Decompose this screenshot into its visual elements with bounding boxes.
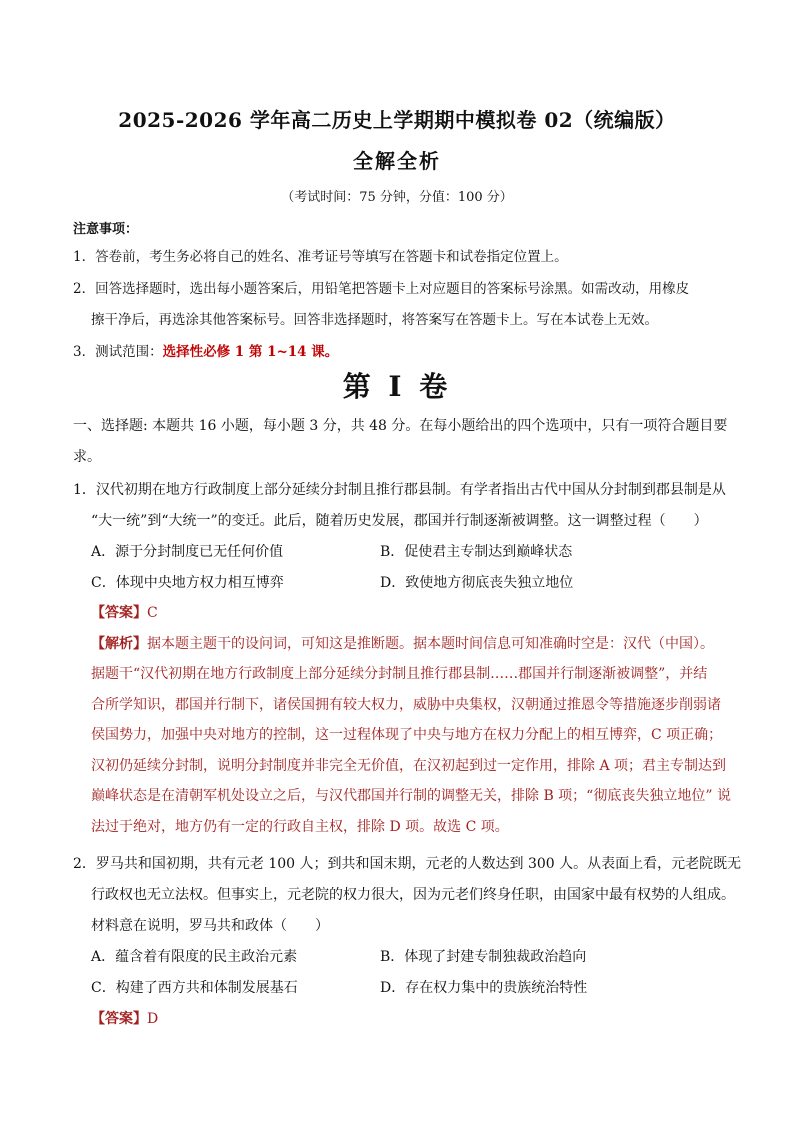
volume-heading: 第 I 卷 [342, 370, 452, 403]
question-1-option-b: B．促使君主专制达到巅峰状态 [380, 544, 573, 560]
note-item-2: 2．回答选择题时，选出每小题答案后，用铅笔把答题卡上对应题目的答案标号涂黑。如需改动，用橡皮 [73, 281, 690, 297]
question-2-option-b: B．体现了封建专制独裁政治趋向 [380, 949, 587, 965]
question-1-option-c: C．体现中央地方权力相互博弈 [91, 575, 284, 591]
question-2-stem: 2．罗马共和国初期，共有元老 100 人；到共和国末期，元老的人数达到 300 人。从表面上看，元老院既无 [73, 856, 742, 872]
answer-tag-2: 【答案】 [91, 1011, 147, 1027]
question-2-stem-cont: 行政权也无立法权。但事实上，元老院的权力很大，因为元老们终身任职，由国家中最有权势的人组成。 [91, 887, 735, 903]
question-1-analysis-line-7: 法过于绝对，地方仍有一定的行政自主权，排除 D 项。故选 C 项。 [91, 819, 509, 835]
note-item-3-scope: 选择性必修 1 第 1~14 课。 [162, 344, 339, 360]
question-2-option-d: D．存在权力集中的贵族统治特性 [380, 980, 588, 996]
question-1-option-a: A．源于分封制度已无任何价值 [91, 544, 284, 560]
question-1-answer [91, 602, 158, 622]
note-item-3-label: 3．测试范围： [73, 344, 163, 360]
note-item-3 [73, 337, 338, 367]
question-1-analysis-line-3: 合所学知识，郡国并行制下，诸侯国拥有较大权力，威胁中央集权，汉朝通过推恩令等措施逐步削弱诸 [91, 697, 721, 713]
question-1-answer-value: C [147, 605, 158, 621]
question-1-analysis-text-1: 据本题主题干的设问词，可知这是推断题。据本题时间信息可知准确时空是：汉代（中国）。 [147, 636, 714, 652]
question-1-stem-cont: “大一统”到“大统一”的变迁。此后，随着历史发展，郡国并行制逐渐被调整。这一调整过程（ ） [91, 513, 708, 529]
section-instruction-cont: 求。 [73, 449, 101, 465]
question-1-analysis-line-5: 汉初仍延续分封制，说明分封制度并非完全无价值，在汉初起到过一定作用，排除 A 项；君主专制达到 [91, 758, 727, 774]
question-2-answer [91, 1008, 158, 1028]
note-item-2-cont: 擦干净后，再选涂其他答案标号。回答非选择题时，将答案写在答题卡上。写在本试卷上无效。 [91, 312, 658, 328]
question-1-analysis-line-2: 据题干“汉代初期在地方行政制度上部分延续分封制且推行郡县制……郡国并行制逐渐被调整”，并结 [91, 666, 708, 682]
analysis-tag: 【解析】 [91, 636, 147, 652]
question-1-analysis-line-6: 巅峰状态是在清朝军机处设立之后，与汉代郡国并行制的调整无关，排除 B 项；“彻底丧失独立地位” 说 [91, 788, 731, 804]
question-1-analysis-line-1 [91, 633, 714, 653]
exam-info: （考试时间：75 分钟，分值：100 分） [281, 190, 513, 205]
question-2-answer-value: D [147, 1011, 159, 1027]
question-2-option-c: C．构建了西方共和体制发展基石 [91, 980, 298, 996]
note-item-1: 1．答卷前，考生务必将自己的姓名、准考证号等填写在答题卡和试卷指定位置上。 [73, 249, 568, 265]
question-1-stem: 1．汉代初期在地方行政制度上部分延续分封制且推行郡县制。有学者指出古代中国从分封制到郡县制是从 [73, 482, 726, 498]
page-subtitle: 全解全析 [353, 149, 441, 173]
question-1-analysis-line-4: 侯国势力，加强中央对地方的控制，这一过程体现了中央与地方在权力分配上的相互博弈，C 项正确； [91, 727, 723, 743]
question-2-stem-cont-2: 材料意在说明，罗马共和政体（ ） [91, 918, 329, 934]
answer-tag: 【答案】 [91, 605, 147, 621]
page-title: 2025-2026 学年高二历史上学期期中模拟卷 02（统编版） [118, 108, 676, 132]
question-2-option-a: A．蕴含着有限度的民主政治元素 [91, 949, 298, 965]
question-1-option-d: D．致使地方彻底丧失独立地位 [380, 575, 574, 591]
notes-heading: 注意事项： [73, 222, 139, 237]
section-instruction: 一、选择题: 本题共 16 小题，每小题 3 分，共 48 分。在每小题给出的四个选项中，只有一项符合题目要 [73, 418, 728, 434]
